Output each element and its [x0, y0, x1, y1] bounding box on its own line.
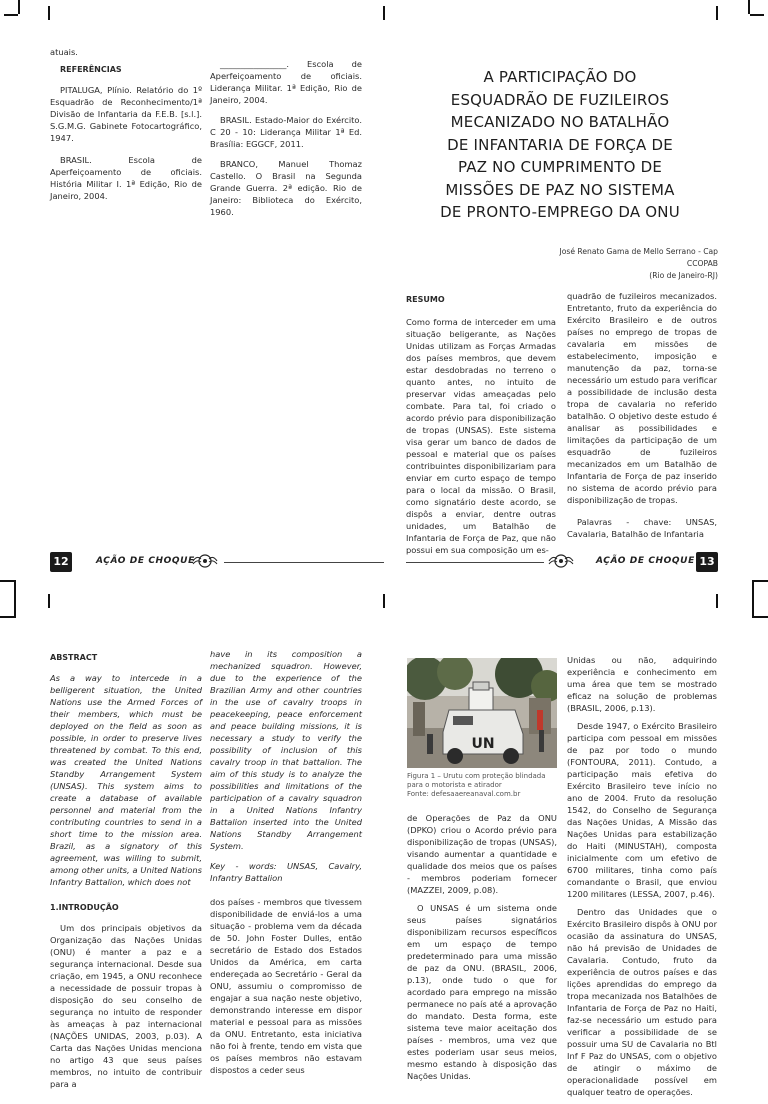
author-block — [520, 246, 718, 282]
body-paragraph: Desde 1947, o Exército Brasileiro participa com pessoal em missões de paz por todo o mundo (FONTOURA, 2011). Contudo, a participação mais efetiva do Exército Brasileiro teve início no ano de 2004. Fruto da resolução 1542, do Conselho de Segurança das Nações Unidas, A Missão das Nações Unidas para estabilização do Haiti (MINUSTAH), composta inicialmente com um efetivo de 6700 militares, tinha como país comandante o Brasil, que enviou 1200 militares (LESSA, 2007, p.46). — [567, 721, 717, 899]
title-line: MISSÕES DE PAZ NO SISTEMA — [445, 180, 675, 199]
emblem-icon — [548, 552, 574, 574]
references-column-2 — [210, 58, 362, 224]
crop-mark — [14, 580, 16, 618]
body-paragraph: Unidas ou não, adquirindo experiência e conhecimento em uma área que tem se mostrado eficaz na solução de problemas (BRASIL, 2006, p.13). — [567, 655, 717, 713]
body-column-2 — [567, 654, 717, 1104]
crop-mark — [752, 616, 768, 618]
crop-mark — [4, 14, 18, 16]
article-title — [405, 66, 715, 224]
intro-heading: 1.INTRODUÇÃO — [50, 903, 119, 912]
references-column-1 — [50, 46, 202, 208]
resumo-text: Como forma de interceder em uma situação beligerante, as Nações Unidas utilizam as Forças Armadas dos países membros, que devem estar desdobradas no terreno o quanto antes, no intuito de preservar vidas ameaçadas pelo combate. Para tal, foi criado o acordo prévio para disponibilização de tropas (UNSAS). Este sistema visa gerar um banco de dados de pessoal e material que os países contribuintes disponibilizariam para enviar em curto espaço de tempo para o local da missão. O Brasil, como signatário deste acordo, se dispôs a enviar, dentre outras unidades, um Batalhão de Infantaria de Força de Paz, que não possui em sua composição um es- — [406, 317, 556, 555]
title-line: A PARTICIPAÇÃO DO — [483, 68, 637, 86]
resumo-heading: RESUMO — [406, 295, 445, 304]
crop-mark — [752, 580, 754, 618]
abstract-column-2 — [210, 648, 362, 1082]
reference-item: PITALUGA, Plínio. Relatório do 1º Esquadrão de Reconhecimento/1ª Divisão de Infantaria da F.E.B. [s.l.]. S.G.M.G. Gabinete Fotocartográfico, 1947. — [50, 85, 202, 143]
crop-mark — [383, 594, 385, 608]
title-line: DE INFANTARIA DE FORÇA DE — [447, 135, 673, 154]
author-location: (Rio de Janeiro-RJ) — [649, 271, 718, 280]
intro-text: dos países - membros que tivessem disponibilidade de enviá-los a uma situação - problema vem da década de 50. John Foster Dulles, então secretário de Estado dos Estados Unidos da América, em carta endereçada ao Secretário - Geral da ONU, assumiu o compromisso de engajar a sua nação neste objetivo, demonstrando interesse em dispor material e pessoal para as missões da ONU. Entretanto, esta iniciativa não foi à frente, tendo em vista que os países membros não estavam dispostos a ceder seus — [210, 897, 362, 1075]
crop-mark — [383, 6, 385, 20]
page-number-left: 12 — [50, 552, 72, 572]
resumo-text: quadrão de fuzileiros mecanizados. Entretanto, fruto da experiência do Exército Brasileiro e de outros países no emprego de tropas de cavalaria em missões de estabelecimento, imposição e manutenção da paz, torna-se necessário um estudo para verificar a possibilidade de inclusão desta tropa de cavalaria no referido batalhão. O objetivo deste estudo é analisar as possibilidades e limitações da participação de um esquadrão de fuzileiros mecanizados em um Batalhão de Infantaria de Força de paz inserido no sistema de acordo prévio para disponibilização de tropas. — [567, 291, 717, 505]
body-paragraph: Dentro das Unidades que o Exército Brasileiro dispôs à ONU por ocasião da assinatura do UNSAS, não há previsão de Unidades de Cavalaria. Contudo, fruto da experiência de outros países e das lições aprendidas do emprego da tropa mecanizada nos Batalhões de Infantaria de Força de Paz no Haiti, faz-se necessário um estudo para verificar a possibilidade de se possuir uma SU de Cavalaria no Btl Inf F Paz do UNSAS, com o objetivo de atingir o máximo de operacionalidade possível em qualquer teatro de operações. — [567, 907, 717, 1097]
crop-mark — [0, 616, 16, 618]
title-line: ESQUADRÃO DE FUZILEIROS — [450, 90, 670, 109]
keywords: Palavras - chave: UNSAS, Cavalaria, Batalhão de Infantaria — [567, 517, 717, 539]
brand-name-right: AÇÃO DE CHOQUE — [596, 556, 695, 566]
lead-text: atuais. — [50, 47, 78, 57]
body-paragraph: O UNSAS é um sistema onde seus países signatários disponibilizam recursos específicos em um espaço de tempo predeterminado para uma missão de paz da ONU. (BRASIL, 2006, p.13), onde tudo o que for acordado para emprego na missão permanece no país até a aprovação do mandato. Desta forma, este sistema teve maior aceitação dos países - membros, uma vez que estes poderiam usar seus meios, mesmo estando à disposição das Nações Unidas. — [407, 903, 557, 1081]
footer-rule — [406, 562, 544, 563]
caption-line: Figura 1 – Urutu com proteção blindada para o motorista e atirador — [407, 772, 546, 789]
brand-name-left: AÇÃO DE CHOQUE — [96, 556, 195, 566]
intro-text: Um dos principais objetivos da Organização das Nações Unidas (ONU) é manter a paz e a segurança internacional. Desde sua criação, em 1945, a ONU reconhece a necessidade de possuir tropas à disposição do seu conselho de segurança no intuito de responder às ameaças à paz internacional (NAÇÕES UNIDAS, 2003, p.03). A Carta das Nações Unidas menciona no artigo 43 que seus países membros, no intuito de contribuir para a — [50, 923, 202, 1089]
abstract-text: have in its composition a mechanized squadron. However, due to the experience of the Brazilian Army and other countries in the use of cavalry troops in peacekeeping, peace enforcement and peace building missions, it is necessary a study to verify the possibility of inclusion of this cavalry troop in that battalion. The aim of this study is to analyze the possibilities and limitations of the participation of a cavalry squadron in a United Nations Infantry Battalion inserted into the United Nations Standby Arrangement System. — [210, 649, 362, 851]
figure-caption — [407, 772, 557, 799]
crop-mark — [716, 594, 718, 608]
author-name: José Renato Gama de Mello Serrano - Cap — [559, 247, 718, 256]
title-line: MECANIZADO NO BATALHÃO — [450, 113, 670, 131]
reference-item: BRASIL. Escola de Aperfeiçoamento de oficiais. História Militar I. 1ª Edição, Rio de Janeiro, 2004. — [50, 155, 202, 201]
crop-mark — [748, 0, 750, 14]
title-line: PAZ NO CUMPRIMENTO DE — [457, 158, 663, 176]
vehicle-marking: UN — [471, 736, 495, 752]
body-column-1 — [407, 812, 557, 1088]
abstract-text: As a way to intercede in a belligerent situation, the United Nations use the Armed Forces of their members, which must be deployed on the field as soon as possible, in order to preserve lives threatened by combat. To this end, was created the United Nations Standby Arrangement System (UNSAS). This system aims to create a database of available personnel and material from the contributing countries to send in a short time to the mission area. Brazil, as a signatory of this agreement, was willing to submit, among other units, a United Nations Infantry Battalion, which does not — [50, 673, 202, 887]
keywords-en: Key - words: UNSAS, Cavalry, Infantry Battalion — [210, 861, 362, 883]
crop-mark — [754, 580, 768, 582]
reference-item: BRASIL. Estado-Maior do Exército. C 20 - 10: Liderança Militar 1ª Ed. Brasília: EGGCF, 2011. — [210, 115, 362, 149]
urutu-vehicle-photo — [407, 658, 557, 768]
emblem-icon — [192, 552, 218, 574]
abstract-column-1 — [50, 648, 202, 1096]
references-heading: REFERÊNCIAS — [60, 65, 122, 74]
crop-mark — [716, 6, 718, 20]
crop-mark — [0, 580, 14, 582]
caption-line: Fonte: defesaaereanaval.com.br — [407, 790, 521, 798]
reference-item: ________________. Escola de Aperfeiçoamento de oficiais. Liderança Militar. 1ª Edição, Rio de Janeiro, 2004. — [210, 59, 362, 105]
body-paragraph: de Operações de Paz da ONU (DPKO) criou o Acordo prévio para disponibilização de tropas (UNSAS), visando aumentar a quantidade e qualidade dos meios que os países - membros poderiam fornecer (MAZZEI, 2009, p.08). — [407, 813, 557, 895]
resumo-column-2 — [567, 290, 717, 546]
author-unit: CCOPAB — [686, 259, 718, 268]
crop-mark — [18, 0, 20, 14]
abstract-heading: ABSTRACT — [50, 653, 98, 662]
footer-rule — [224, 562, 384, 563]
crop-mark — [750, 14, 764, 16]
resumo-column-1 — [406, 290, 556, 562]
title-line: DE PRONTO-EMPREGO DA ONU — [440, 203, 680, 221]
reference-item: BRANCO, Manuel Thomaz Castello. O Brasil na Segunda Grande Guerra. 2ª edição. Rio de Janeiro: Biblioteca do Exército, 1960. — [210, 159, 362, 217]
crop-mark — [48, 594, 50, 608]
crop-mark — [48, 6, 50, 20]
page-number-right: 13 — [696, 552, 718, 572]
